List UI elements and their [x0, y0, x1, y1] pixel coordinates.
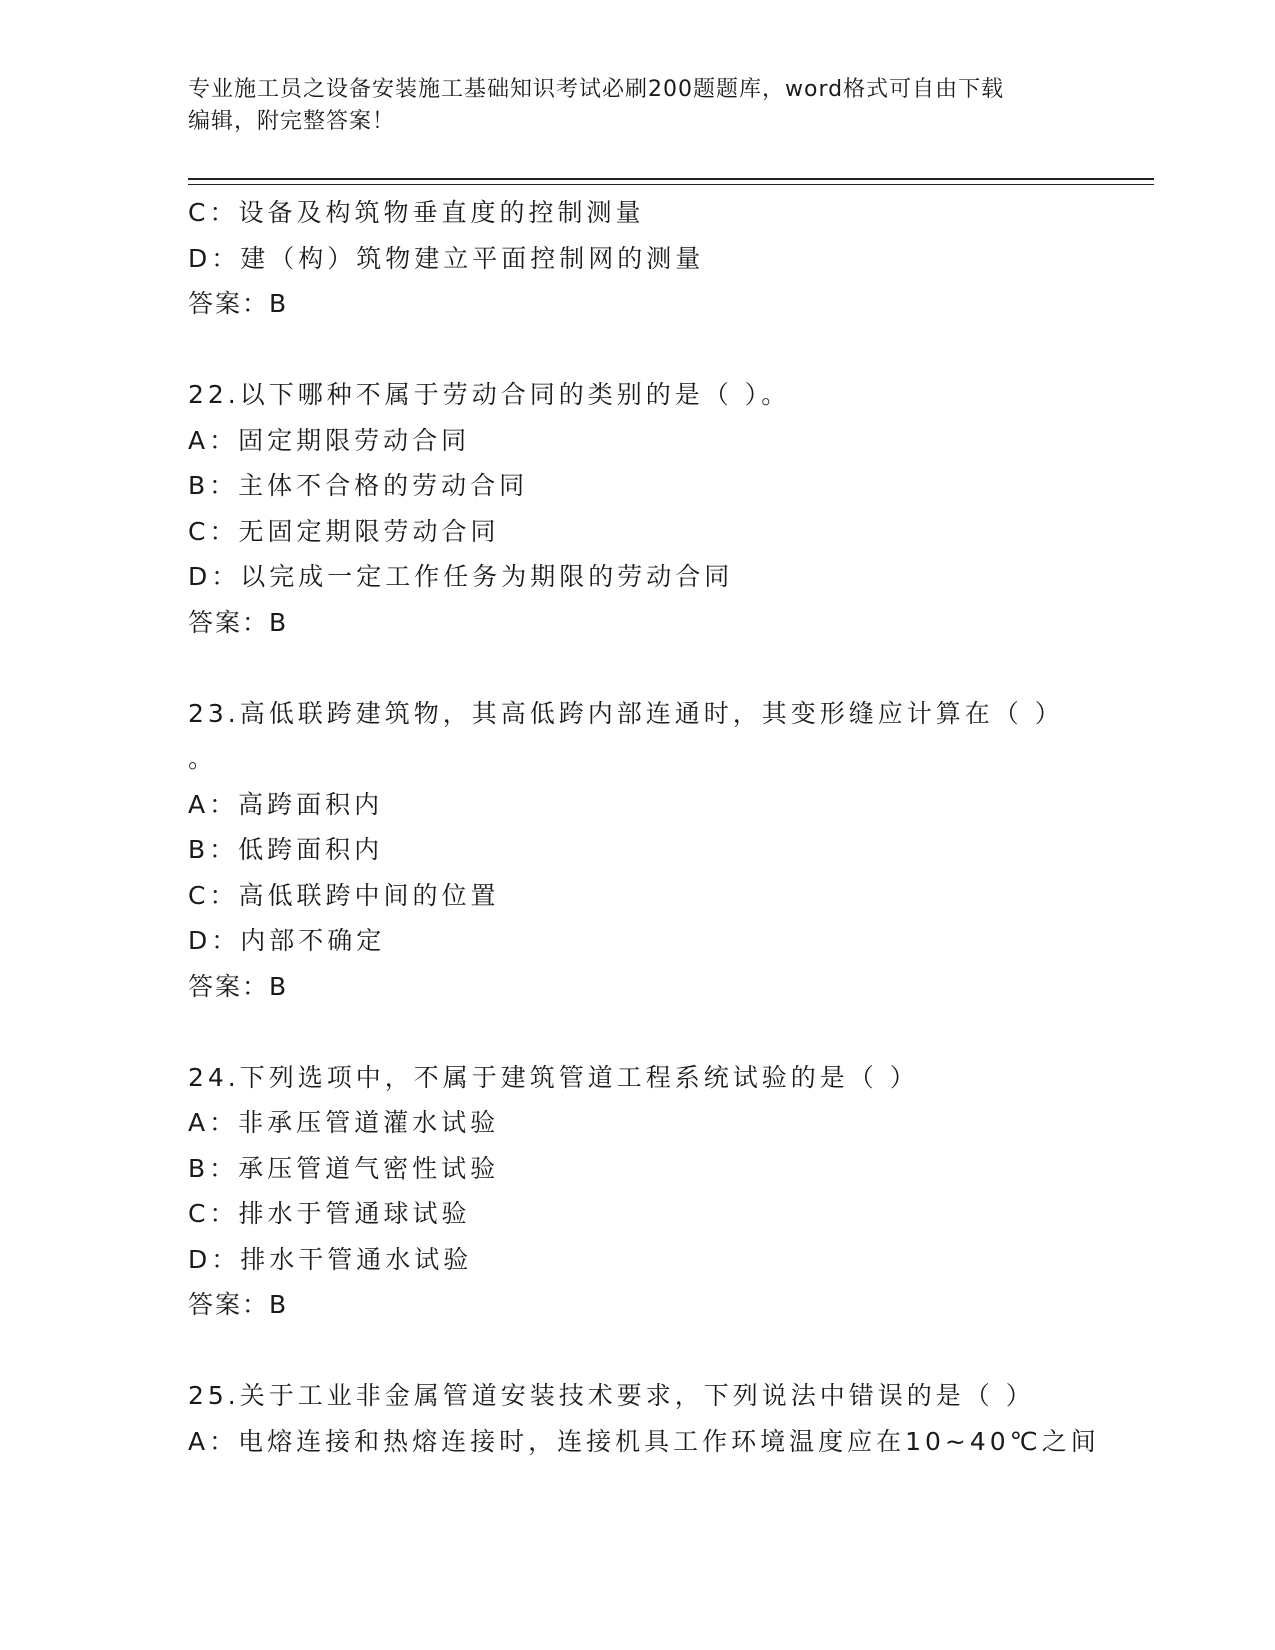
question-stem: 25.关于工业非金属管道安装技术要求，下列说法中错误的是（ ）: [188, 1381, 1035, 1410]
option-d: D：建（构）筑物建立平面控制网的测量: [188, 243, 705, 273]
option-a: A：固定期限劳动合同: [188, 425, 471, 455]
spacer: [188, 645, 1128, 691]
option-b: B：承压管道气密性试验: [188, 1153, 500, 1183]
answer-line: 答案：B: [188, 971, 289, 1001]
question-stem: 22.以下哪种不属于劳动合同的类别的是（ ）。: [188, 380, 791, 409]
question-stem: 23.高低联跨建筑物，其高低跨内部连通时，其变形缝应计算在（ ）: [188, 698, 1064, 728]
option-b: B：低跨面积内: [188, 835, 384, 864]
header-rule-thick: [188, 178, 1154, 180]
question-list: [188, 190, 1128, 1464]
option-a: A：非承压管道灌水试验: [188, 1108, 500, 1137]
option-b: B：主体不合格的劳动合同: [188, 471, 529, 500]
option-d: D：内部不确定: [188, 926, 386, 955]
option-d: D：以完成一定工作任务为期限的劳动合同: [188, 562, 734, 591]
header-line-2: 编辑，附完整答案！: [188, 109, 396, 134]
spacer: [188, 1328, 1128, 1374]
option-c: C：排水于管通球试验: [188, 1199, 471, 1228]
header-rule-thin: [188, 184, 1154, 185]
option-c: C：设备及构筑物垂直度的控制测量: [188, 198, 645, 227]
spacer: [188, 1009, 1128, 1055]
option-a: A：高跨面积内: [188, 789, 384, 819]
answer-line: 答案：B: [188, 1290, 289, 1319]
answer-line: 答案：B: [188, 289, 289, 318]
answer-line: 答案：B: [188, 607, 289, 637]
option-a: A：电熔连接和热熔连接时，连接机具工作环境温度应在10~40℃之间: [188, 1426, 1100, 1456]
question-stem: 24.下列选项中，不属于建筑管道工程系统试验的是（ ）: [188, 1062, 919, 1092]
header-line-1: 专业施工员之设备安装施工基础知识考试必刷200题题库，word格式可自由下载: [188, 77, 1005, 102]
question-stem-continuation: 。: [188, 744, 218, 773]
option-c: C：高低联跨中间的位置: [188, 880, 500, 910]
document-header: [188, 74, 1068, 138]
option-c: C：无固定期限劳动合同: [188, 516, 500, 546]
spacer: [188, 327, 1128, 373]
option-d: D：排水干管通水试验: [188, 1244, 473, 1274]
